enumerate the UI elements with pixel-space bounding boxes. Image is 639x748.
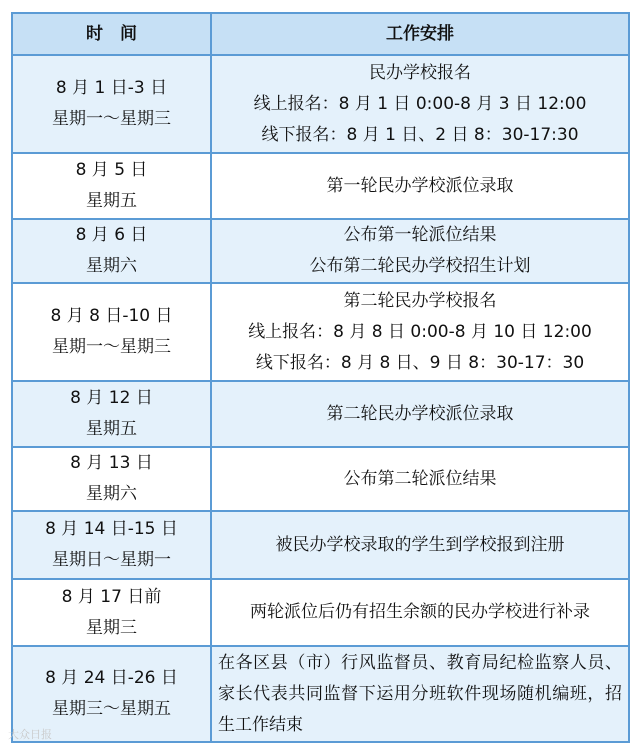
weekday-text: 星期日～星期一 <box>52 550 171 570</box>
work-text: 公布第二轮派位结果 <box>343 468 497 489</box>
work-text: 线下报名：8 月 1 日、2 日 8：30-17:30 <box>261 124 579 145</box>
work-cell <box>211 283 629 381</box>
time-cell <box>12 283 211 381</box>
work-cell <box>211 153 629 219</box>
time-cell <box>12 511 211 579</box>
header-time: 时 间 <box>12 13 211 55</box>
time-cell <box>12 447 211 511</box>
date-text: 8 月 17 日前 <box>61 586 162 607</box>
work-text: 公布第一轮派位结果 <box>343 225 497 245</box>
weekday-text: 星期三～星期五 <box>52 699 171 719</box>
work-text: 第二轮民办学校报名 <box>343 290 497 311</box>
table-row <box>12 381 629 447</box>
time-cell <box>12 579 211 646</box>
date-text: 8 月 13 日 <box>70 453 153 473</box>
work-cell <box>211 219 629 283</box>
date-text: 8 月 5 日 <box>75 160 148 180</box>
weekday-text: 星期五 <box>86 419 137 439</box>
time-cell <box>12 153 211 219</box>
work-cell <box>211 511 629 579</box>
work-cell <box>211 646 629 742</box>
work-text: 第二轮民办学校派位录取 <box>326 403 514 424</box>
table-row <box>12 219 629 283</box>
date-text: 8 月 6 日 <box>75 225 148 245</box>
time-cell <box>12 381 211 447</box>
work-text: 线上报名：8 月 1 日 0:00-8 月 3 日 12:00 <box>253 93 587 114</box>
work-cell <box>211 579 629 646</box>
date-text: 8 月 14 日-15 日 <box>45 519 178 539</box>
date-text: 8 月 8 日-10 日 <box>50 306 173 326</box>
table-row <box>12 511 629 579</box>
table-row <box>12 646 629 742</box>
work-text: 线上报名：8 月 8 日 0:00-8 月 10 日 12:00 <box>248 321 592 342</box>
table-row <box>12 579 629 646</box>
work-text: 线下报名：8 月 8 日、9 日 8：30-17：30 <box>255 352 585 373</box>
work-text: 被民办学校录取的学生到学校报到注册 <box>275 534 565 555</box>
weekday-text: 星期五 <box>86 191 137 211</box>
time-cell <box>12 219 211 283</box>
weekday-text: 星期一～星期三 <box>52 109 171 129</box>
weekday-text: 星期一～星期三 <box>52 337 171 357</box>
table-row <box>12 283 629 381</box>
watermark-text: 大众日报 <box>8 728 52 741</box>
date-text: 8 月 1 日-3 日 <box>55 78 168 98</box>
weekday-text: 星期六 <box>86 256 137 276</box>
weekday-text: 星期六 <box>86 484 137 504</box>
work-text: 民办学校报名 <box>369 62 471 83</box>
work-cell <box>211 381 629 447</box>
work-text: 公布第二轮民办学校招生计划 <box>309 256 531 276</box>
header-row <box>12 13 629 55</box>
work-text: 两轮派位后仍有招生余额的民办学校进行补录 <box>250 602 590 622</box>
work-cell <box>211 447 629 511</box>
table-row <box>12 55 629 153</box>
date-text: 8 月 24 日-26 日 <box>45 668 178 688</box>
table-row <box>12 447 629 511</box>
work-text: 在各区县（市）行风监督员、教育局纪检监察人员、家长代表共同监督下运用分班软件现场随机编班，招生工作结束 <box>218 652 622 735</box>
weekday-text: 星期三 <box>86 617 137 638</box>
time-cell <box>12 55 211 153</box>
work-text: 第一轮民办学校派位录取 <box>326 175 514 196</box>
date-text: 8 月 12 日 <box>70 388 153 408</box>
schedule-table <box>11 12 630 743</box>
table-row <box>12 153 629 219</box>
work-cell <box>211 55 629 153</box>
header-work: 工作安排 <box>211 13 629 55</box>
